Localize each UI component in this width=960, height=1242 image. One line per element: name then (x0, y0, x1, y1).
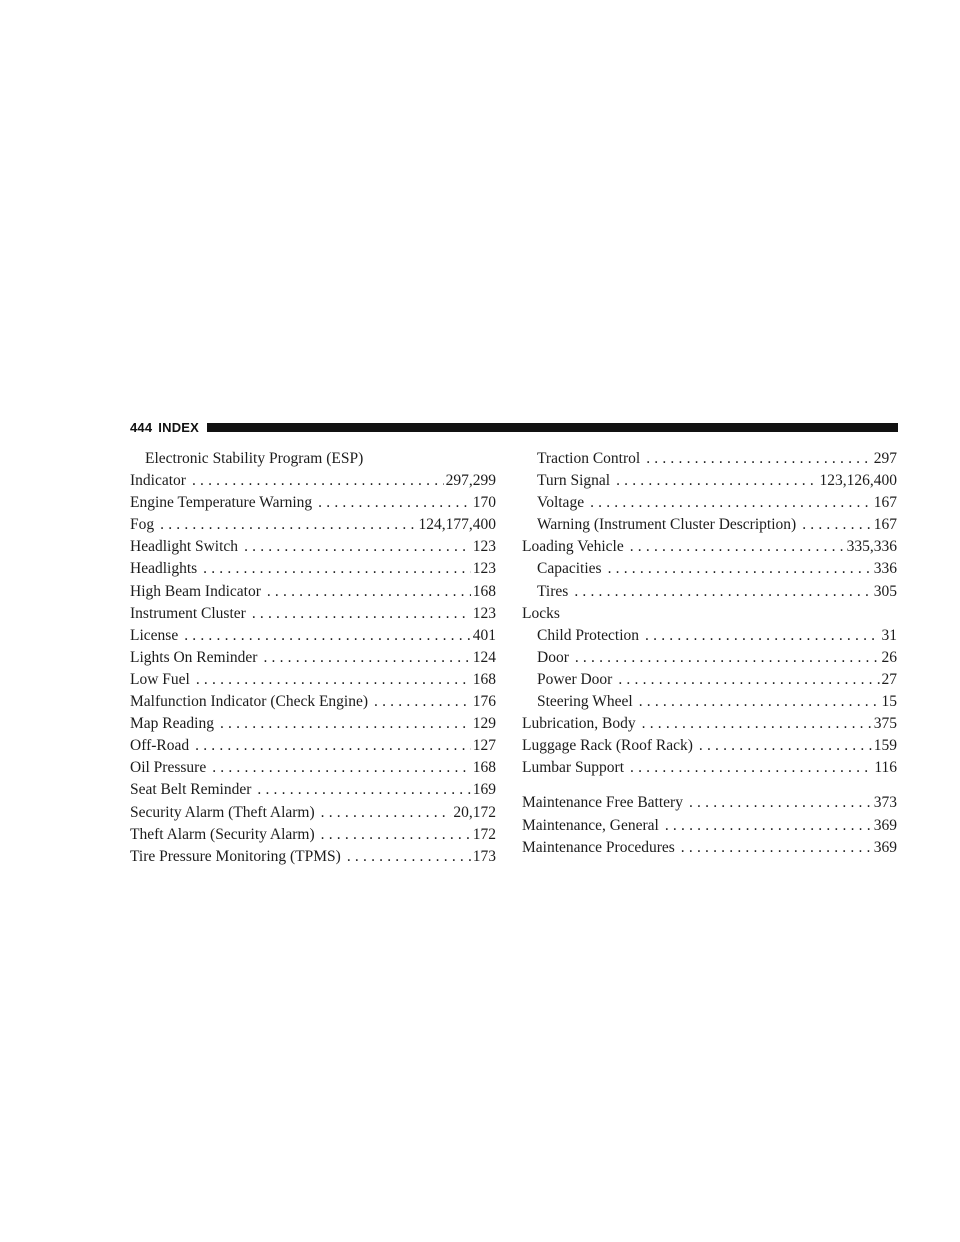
index-entry (522, 581, 897, 603)
entry-page-number: 168 (472, 670, 496, 688)
entry-label: Engine Temperature Warning (130, 494, 313, 512)
entry-page-number: 297,299 (445, 472, 496, 490)
entry-label: Child Protection (537, 626, 640, 644)
entry-label: Tire Pressure Monitoring (TPMS) (130, 847, 341, 865)
dot-leader (186, 470, 444, 492)
index-entry (130, 470, 496, 492)
index-entry (522, 837, 897, 859)
entry-label: Warning (Instrument Cluster Description) (537, 516, 797, 534)
index-entry (522, 757, 897, 779)
dot-leader (693, 735, 872, 757)
dot-leader (238, 536, 471, 558)
entry-page-number: 129 (472, 715, 496, 733)
index-entry (522, 536, 897, 558)
dot-leader (683, 792, 872, 814)
index-entry (522, 625, 897, 647)
index-entry (522, 514, 897, 536)
dot-leader (214, 713, 471, 735)
dot-leader (584, 492, 872, 514)
entry-page-number: 176 (472, 693, 496, 711)
index-entry (130, 757, 496, 779)
entry-label: Locks (522, 604, 560, 622)
entry-page-number: 123 (472, 604, 496, 622)
entry-label: Map Reading (130, 715, 214, 733)
entry-page-number: 26 (881, 648, 897, 666)
page-number: 444 (130, 419, 153, 435)
section-title: INDEX (158, 419, 200, 435)
index-entry (130, 625, 496, 647)
index-entry (130, 492, 496, 514)
dot-leader (197, 558, 471, 580)
entry-page-number: 167 (873, 494, 897, 512)
entry-label: Steering Wheel (537, 693, 633, 711)
entry-label: Maintenance Free Battery (522, 794, 683, 812)
entry-page-number: 336 (873, 560, 897, 578)
entry-page-number: 170 (472, 494, 496, 512)
entry-label: Lumbar Support (522, 759, 625, 777)
dot-leader (190, 669, 471, 691)
index-entry (130, 448, 496, 470)
dot-leader (610, 470, 817, 492)
entry-label: Low Fuel (130, 670, 190, 688)
index-entry (130, 779, 496, 801)
entry-label: Lights On Reminder (130, 648, 258, 666)
index-entry (130, 536, 496, 558)
entry-label: Loading Vehicle (522, 538, 624, 556)
index-column-left (130, 448, 496, 868)
entry-label: License (130, 626, 179, 644)
entry-page-number: 124,177,400 (418, 516, 496, 534)
dot-leader (659, 815, 872, 837)
entry-page-number: 305 (873, 582, 897, 600)
entry-page-number: 169 (472, 781, 496, 799)
index-entry (130, 647, 496, 669)
dot-leader (189, 735, 471, 757)
index-entry (522, 815, 897, 837)
entry-page-number: 167 (873, 516, 897, 534)
entry-label: Headlights (130, 560, 198, 578)
entry-label: Capacities (537, 560, 602, 578)
entry-label: Seat Belt Reminder (130, 781, 252, 799)
dot-leader (206, 757, 471, 779)
index-entry (522, 691, 897, 713)
index-entry (522, 558, 897, 580)
entry-label: Power Door (537, 670, 613, 688)
index-entry (522, 448, 897, 470)
index-entry (522, 492, 897, 514)
header-rule (207, 423, 898, 432)
dot-leader (602, 558, 872, 580)
entry-label: Theft Alarm (Security Alarm) (130, 825, 315, 843)
dot-leader (636, 713, 872, 735)
index-entry (522, 603, 897, 625)
dot-leader (341, 846, 471, 868)
entry-page-number: 168 (472, 759, 496, 777)
entry-page-number: 373 (873, 794, 897, 812)
entry-label: Fog (130, 516, 155, 534)
entry-label: Electronic Stability Program (ESP) (145, 450, 364, 467)
index-entry (522, 713, 897, 735)
entry-page-number: 27 (881, 670, 897, 688)
index-entry (522, 792, 897, 814)
entry-page-number: 123 (472, 560, 496, 578)
dot-leader (257, 647, 470, 669)
entry-label: Maintenance Procedures (522, 838, 675, 856)
entry-label: High Beam Indicator (130, 582, 261, 600)
entry-page-number: 159 (873, 737, 897, 755)
entry-label: Voltage (537, 494, 585, 512)
dot-leader (612, 669, 879, 691)
index-entry (130, 558, 496, 580)
index-entry (130, 669, 496, 691)
entry-page-number: 375 (873, 715, 897, 733)
entry-label: Off-Road (130, 737, 190, 755)
header-text (130, 420, 199, 435)
entry-page-number: 168 (472, 582, 496, 600)
dot-leader (315, 802, 452, 824)
entry-page-number: 369 (873, 816, 897, 834)
index-entry (130, 713, 496, 735)
dot-leader (796, 514, 872, 536)
index-entry (130, 514, 496, 536)
entry-label: Traction Control (537, 450, 641, 467)
entry-page-number: 124 (472, 648, 496, 666)
index-entry (130, 735, 496, 757)
index-entry (522, 735, 897, 757)
index-entry (130, 846, 496, 868)
dot-leader (639, 625, 879, 647)
entry-label: Turn Signal (537, 472, 611, 490)
index-entry (130, 581, 496, 603)
index-column-right (522, 448, 897, 859)
index-entry (130, 802, 496, 824)
index-entry (130, 824, 496, 846)
dot-leader (569, 647, 880, 669)
entry-page-number: 173 (472, 847, 496, 865)
dot-leader (251, 779, 470, 801)
dot-leader (624, 536, 845, 558)
index-entry (522, 669, 897, 691)
page-header (130, 417, 898, 437)
dot-leader (640, 448, 872, 470)
entry-page-number: 127 (472, 737, 496, 755)
entry-page-number: 116 (874, 759, 897, 777)
entry-label: Headlight Switch (130, 538, 239, 556)
dot-leader (568, 581, 871, 603)
entry-label: Maintenance, General (522, 816, 659, 834)
entry-page-number: 335,336 (846, 538, 897, 556)
dot-leader (624, 757, 872, 779)
index-entry (130, 603, 496, 625)
index-entry (522, 647, 897, 669)
entry-page-number: 123 (472, 538, 496, 556)
dot-leader (178, 625, 471, 647)
dot-leader (154, 514, 416, 536)
entry-label: Malfunction Indicator (Check Engine) (130, 693, 369, 711)
dot-leader (675, 837, 872, 859)
entry-page-number: 401 (472, 626, 496, 644)
entry-page-number: 297 (873, 450, 897, 467)
entry-label: Luggage Rack (Roof Rack) (522, 737, 693, 755)
index-entry (130, 691, 496, 713)
dot-leader (633, 691, 880, 713)
entry-label: Security Alarm (Theft Alarm) (130, 803, 315, 821)
entry-label: Oil Pressure (130, 759, 207, 777)
entry-page-number: 369 (873, 838, 897, 856)
entry-label: Instrument Cluster (130, 604, 246, 622)
dot-leader (312, 492, 471, 514)
entry-page-number: 20,172 (453, 803, 496, 821)
entry-page-number: 172 (472, 825, 496, 843)
entry-page-number: 31 (881, 626, 897, 644)
entry-page-number: 123,126,400 (819, 472, 897, 490)
dot-leader (368, 691, 471, 713)
index-entry (522, 470, 897, 492)
entry-label: Indicator (130, 472, 186, 490)
dot-leader (261, 581, 471, 603)
entry-page-number: 15 (881, 693, 897, 711)
entry-label: Door (537, 648, 569, 666)
entry-label: Tires (537, 582, 569, 600)
dot-leader (315, 824, 471, 846)
dot-leader (246, 603, 471, 625)
entry-label: Lubrication, Body (522, 715, 636, 733)
